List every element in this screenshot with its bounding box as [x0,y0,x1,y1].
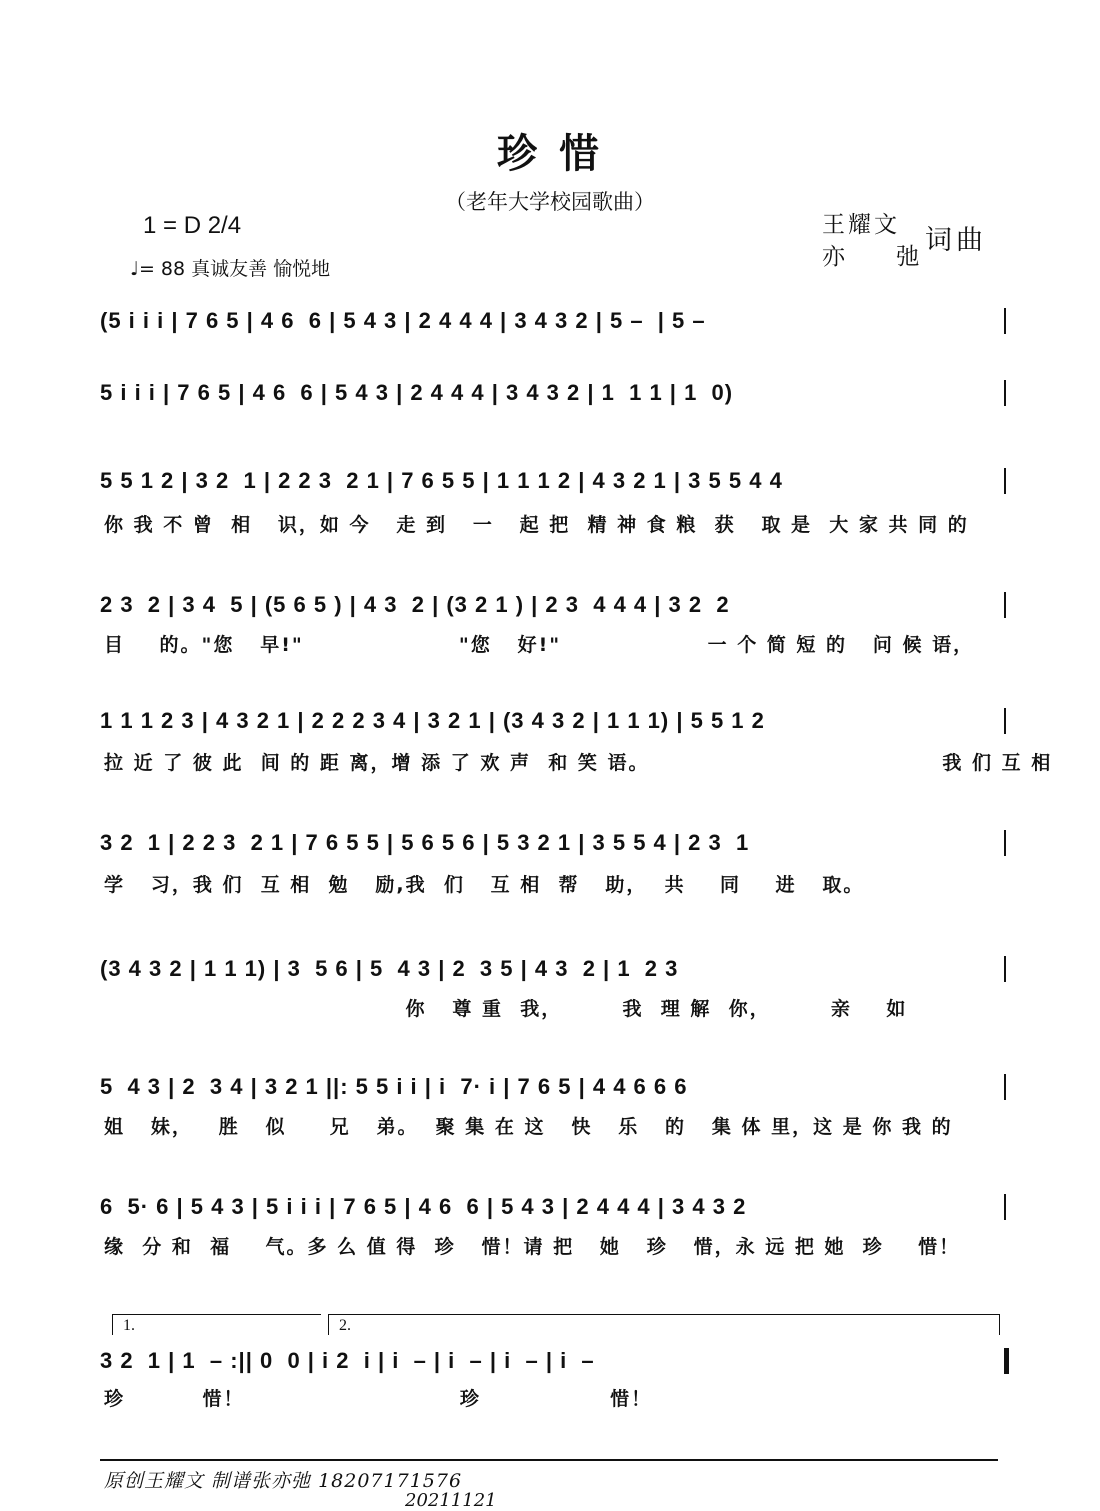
score-line-1-notes: (5 i i i | 7 6 5 | 4 6 6 | 5 4 3 | 2 4 4 4 | 3 4 3 2 | 5 – | 5 – [100,308,706,333]
volta-bracket-2 [328,1314,1000,1335]
score-line-7-notes: (3 4 3 2 | 1 1 1) | 3 5 6 | 5 4 3 | 2 3 5 | 4 3 2 | 1 2 3 [100,956,679,981]
lyricist-name: 王耀文 [822,212,900,238]
song-title: 珍 惜 [497,130,603,177]
score-line-4-lyrics: 目 的。"您 早!" "您 好!" 一 个 简 短 的 问 候 语， [104,634,975,656]
score-line-9-lyrics: 缘 分 和 福 气。多 么 值 得 珍 惜！请 把 她 珍 惜，永 远 把 她 珍 惜！ [104,1236,961,1258]
barline [988,830,1006,856]
key-signature: 1 = D 2/4 [143,212,242,239]
final-barline [988,1348,1009,1374]
score-line-6-notes: 3 2 1 | 2 2 3 2 1 | 7 6 5 5 | 5 6 5 6 | 5 3 2 1 | 3 5 5 4 | 2 3 1 [100,830,750,855]
barline [988,592,1006,618]
composer-name: 亦 弛 [822,244,942,270]
score-line-10-notes: 3 2 1 | 1 – :|| 0 0 | i 2 i | i – | i – | i – | i – [100,1348,595,1373]
song-subtitle: （老年大学校园歌曲） [445,190,655,214]
score-line-10-lyrics: 珍 惜！ 珍 惜！ [104,1388,653,1410]
volta-label-2: 2. [339,1317,351,1334]
barline [988,1074,1006,1100]
barline [988,1194,1006,1220]
credit-role: 词曲 [925,225,987,256]
score-line-7-lyrics: 你 尊 重 我， 我 理 解 你， 亲 如 [104,998,908,1020]
score-line-8-lyrics: 姐 妹， 胜 似 兄 弟。 聚 集 在 这 快 乐 的 集 体 里，这 是 你 我 的 [104,1116,953,1138]
footer-date: 20211121 [405,1490,497,1511]
score-line-6-lyrics: 学 习，我 们 互 相 勉 励,我 们 互 相 帮 助， 共 同 进 取。 [104,874,865,896]
barline [988,468,1006,494]
score-line-5-notes: 1 1 1 2 3 | 4 3 2 1 | 2 2 2 3 4 | 3 2 1 | (3 4 3 2 | 1 1 1) | 5 5 1 2 [100,708,765,733]
volta-bracket-1 [112,1314,321,1335]
barline [988,380,1006,406]
barline [988,308,1006,334]
score-line-3-notes: 5 5 1 2 | 3 2 1 | 2 2 3 2 1 | 7 6 5 5 | 1 1 1 2 | 4 3 2 1 | 3 5 5 4 4 [100,468,783,493]
barline [988,708,1006,734]
score-line-4-notes: 2 3 2 | 3 4 5 | (5 6 5 ) | 4 3 2 | (3 2 1 ) | 2 3 4 4 4 | 3 2 2 [100,592,730,617]
barline [988,956,1006,982]
volta-label-1: 1. [123,1317,135,1334]
score-line-8-notes: 5 4 3 | 2 3 4 | 3 2 1 ||: 5 5 i i | i 7· i | 7 6 5 | 4 4 6 6 6 [100,1074,688,1099]
score-line-9-notes: 6 5· 6 | 5 4 3 | 5 i i i | 7 6 5 | 4 6 6 | 5 4 3 | 2 4 4 4 | 3 4 3 2 [100,1194,747,1219]
score-line-3-lyrics: 你 我 不 曾 相 识，如 今 走 到 一 起 把 精 神 食 粮 获 取 是 大 家 共 同 的 [104,514,969,536]
score-line-5-lyrics: 拉 近 了 彼 此 间 的 距 离，增 添 了 欢 声 和 笑 语。 我 们 互 相 [104,752,1053,774]
score-line-2-notes: 5 i i i | 7 6 5 | 4 6 6 | 5 4 3 | 2 4 4 4 | 3 4 3 2 | 1 1 1 | 1 0) [100,380,734,405]
footer-credit: 原创王耀文 制谱张亦弛 18207171576 [104,1470,463,1492]
tempo-marking: ♩= 88 真诚友善 愉悦地 [130,258,331,280]
footer-divider [100,1459,998,1461]
